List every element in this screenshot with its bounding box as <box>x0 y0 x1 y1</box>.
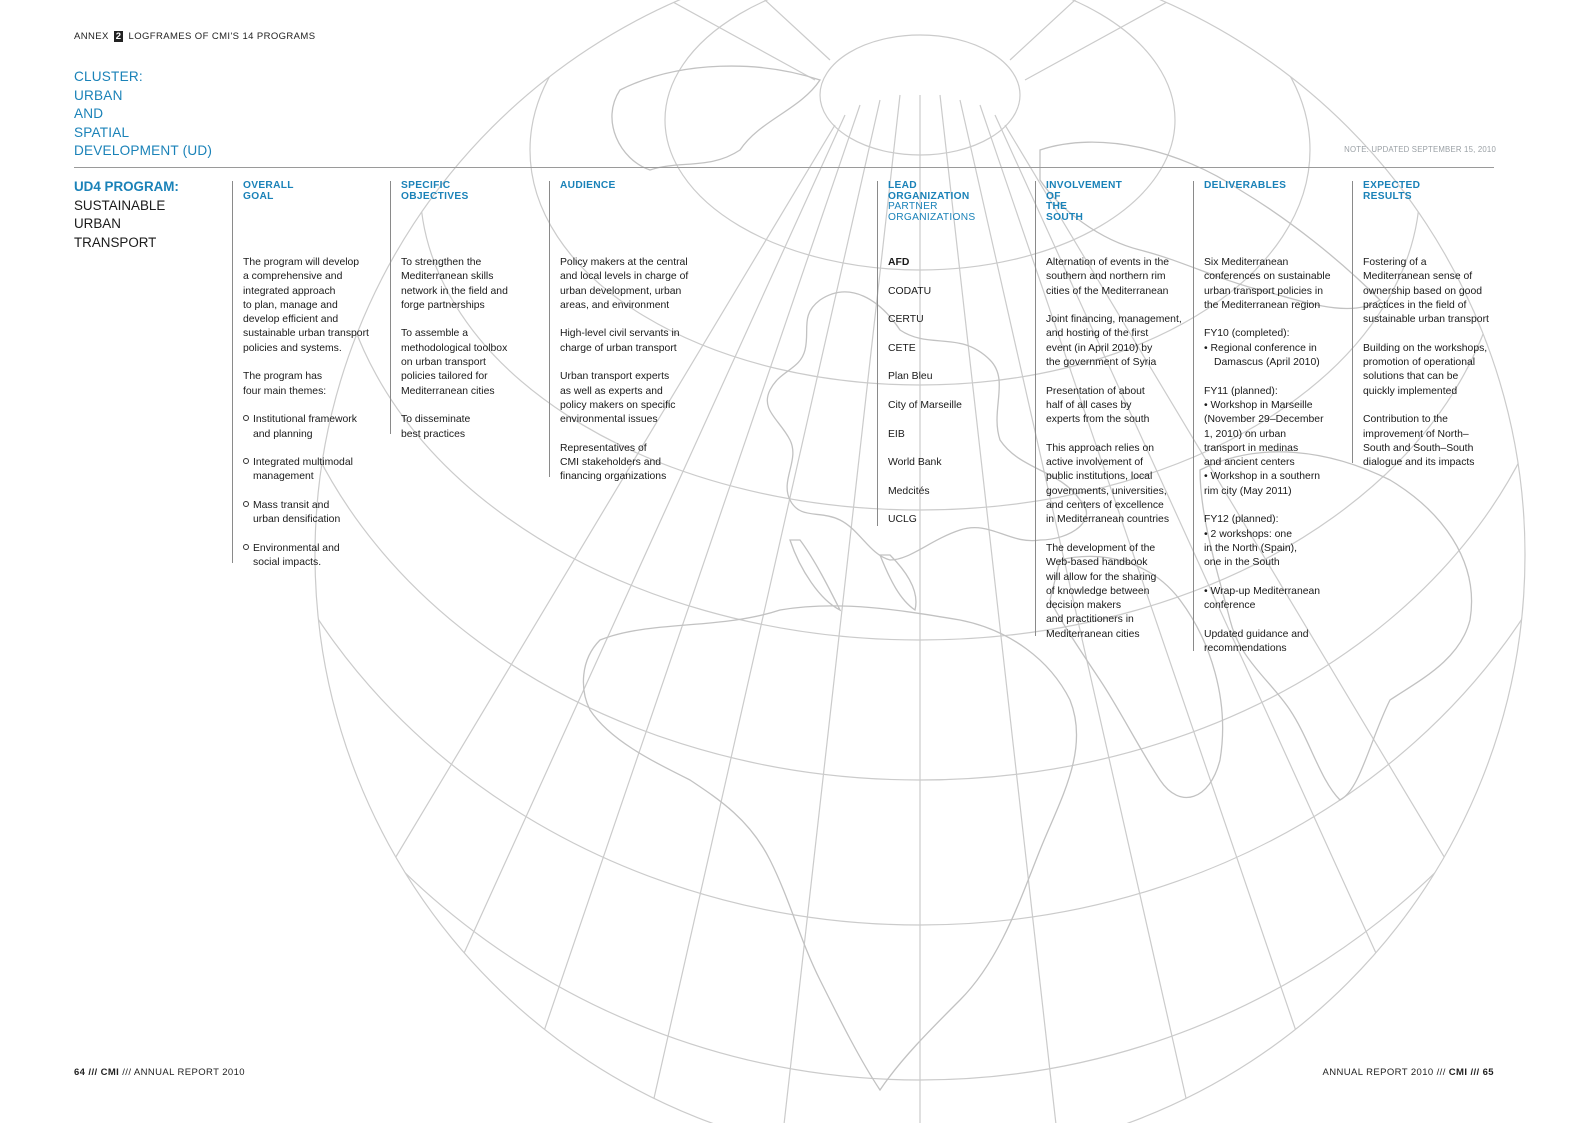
meridian-line <box>1010 0 1140 60</box>
text-line: and practitioners in <box>1046 614 1134 626</box>
text-line: Six Mediterranean <box>1204 257 1289 268</box>
paragraph <box>401 256 508 313</box>
footer-left <box>74 1067 245 1078</box>
text-line: dialogue and its impacts <box>1363 457 1475 469</box>
partner-organization: CERTU <box>888 314 924 326</box>
text-line: of knowledge between <box>1046 585 1150 597</box>
heading-line: THE <box>1046 201 1068 213</box>
partner-organization: City of Marseille <box>888 399 962 411</box>
heading-line: RESULTS <box>1363 190 1412 202</box>
fy-label: FY11 (planned): <box>1204 385 1278 397</box>
text-line: Contribution to the <box>1363 414 1448 426</box>
text-line: Presentation of about <box>1046 385 1145 397</box>
text-line: promotion of operational <box>1363 357 1476 369</box>
column-body <box>888 256 962 542</box>
column-heading <box>1204 181 1286 192</box>
column-lead-organization <box>888 180 976 526</box>
text-line: practices in the field of <box>1363 299 1467 311</box>
text-line: as well as experts and <box>560 385 663 397</box>
column-overall-goal <box>243 180 369 569</box>
paragraph <box>1204 327 1331 370</box>
text-line: governments, universities, <box>1046 485 1167 497</box>
footer-brand: CMI <box>1448 1067 1468 1078</box>
cluster-line: DEVELOPMENT (UD) <box>74 143 213 158</box>
text-line: rim city (May 2011) <box>1204 485 1292 497</box>
text-line: Mediterranean sense of <box>1363 271 1473 283</box>
cluster-line: CLUSTER: <box>74 69 143 84</box>
paragraph <box>1204 256 1331 313</box>
horizontal-rule <box>74 167 1494 168</box>
text-line: sustainable urban transport <box>1363 314 1489 326</box>
partner-organization: World Bank <box>888 457 942 469</box>
heading-line: INVOLVEMENT <box>1046 180 1123 191</box>
text-line: Alternation of events in the <box>1046 257 1170 268</box>
heading-line: LEAD <box>888 180 917 191</box>
text-line: South and South–South <box>1363 442 1474 454</box>
open-circle-icon <box>243 501 249 507</box>
text-line: Mediterranean cities <box>401 385 495 397</box>
text-line: areas, and environment <box>560 299 670 311</box>
paragraph <box>1046 542 1182 642</box>
text-line: Representatives of <box>560 442 647 454</box>
column-body <box>243 256 369 585</box>
column-body <box>1204 256 1331 671</box>
paragraph <box>1046 256 1182 299</box>
fy-label: FY10 (completed): <box>1204 328 1290 340</box>
text-line: and planning <box>253 428 313 440</box>
text-line: The program has <box>243 371 323 383</box>
cluster-line: AND <box>74 106 104 121</box>
text-line: To strengthen the <box>401 257 482 268</box>
paragraph <box>401 413 508 442</box>
heading-line: SPECIFIC <box>401 180 451 191</box>
text-line: Integrated multimodal <box>253 457 353 469</box>
text-line: Workshop in a southern <box>1210 471 1321 483</box>
cluster-line: URBAN <box>74 87 123 103</box>
text-line: To assemble a <box>401 328 468 340</box>
text-line: network in the field and <box>401 285 508 297</box>
partner-organization: CETE <box>888 342 916 354</box>
text-line: improvement of North– <box>1363 428 1469 440</box>
paragraph <box>1204 585 1331 614</box>
theme-item <box>243 542 369 571</box>
meridian-line <box>940 95 1060 1123</box>
footer-separator: /// <box>88 1067 98 1078</box>
text-line: policy makers on specific <box>560 399 676 411</box>
text-line: urban transport policies in <box>1204 285 1323 297</box>
heading-line: OF <box>1046 190 1061 202</box>
meridian-line <box>1025 0 1280 80</box>
column-divider <box>549 181 550 477</box>
footer-text: ANNUAL REPORT 2010 /// <box>1322 1067 1446 1078</box>
heading-line: AUDIENCE <box>560 180 616 191</box>
bullet-dot-icon: • <box>1204 528 1211 540</box>
text-line: develop efficient and <box>243 314 339 326</box>
continent-outline <box>880 555 916 610</box>
text-line: Damascus (April 2010) <box>1214 357 1320 369</box>
footer-separator: /// <box>1470 1067 1480 1078</box>
annex-title: LOGFRAMES OF CMI'S 14 PROGRAMS <box>128 31 316 42</box>
text-line: social impacts. <box>253 557 322 569</box>
text-line: CMI stakeholders and <box>560 457 662 469</box>
text-line: Joint financing, management, <box>1046 314 1182 326</box>
text-line: (November 29–December <box>1204 414 1324 426</box>
program-title <box>74 178 179 252</box>
program-name-line: TRANSPORT <box>74 234 157 250</box>
paragraph <box>1363 413 1489 470</box>
continent-outline <box>790 540 840 610</box>
text-line: in Mediterranean countries <box>1046 514 1170 526</box>
text-line: The program will develop <box>243 257 360 268</box>
lead-organization: AFD <box>888 257 910 268</box>
partner-organization: CODATU <box>888 285 932 297</box>
column-heading <box>401 181 469 202</box>
column-divider <box>232 181 233 563</box>
text-line: one in the South <box>1204 557 1280 569</box>
text-line: Wrap-up Mediterranean <box>1210 585 1321 597</box>
column-divider <box>1193 181 1194 651</box>
paragraph <box>1046 442 1182 528</box>
theme-item <box>243 456 369 485</box>
open-circle-icon <box>243 458 249 464</box>
text-line: experts from the south <box>1046 414 1150 426</box>
heading-line: ORGANIZATION <box>888 190 970 202</box>
annex-prefix: ANNEX <box>74 31 109 42</box>
partner-organization: Medcités <box>888 485 930 497</box>
text-line: To disseminate <box>401 414 471 426</box>
update-note: NOTE: UPDATED SEPTEMBER 15, 2010 <box>1344 145 1496 154</box>
text-line: best practices <box>401 428 466 440</box>
paragraph <box>560 370 688 427</box>
column-body <box>1363 256 1489 485</box>
text-line: cities of the Mediterranean <box>1046 285 1169 297</box>
text-line: solutions that can be <box>1363 371 1459 383</box>
text-line: event (in April 2010) by <box>1046 342 1153 354</box>
column-body <box>401 256 508 456</box>
column-divider <box>1352 181 1353 463</box>
text-line: Mass transit and <box>253 500 330 512</box>
text-line: forge partnerships <box>401 299 485 311</box>
text-line: Environmental and <box>253 542 340 554</box>
text-line: will allow for the sharing <box>1046 571 1157 583</box>
text-line: southern and northern rim <box>1046 271 1166 283</box>
text-line: urban development, urban <box>560 285 682 297</box>
text-line: policies tailored for <box>401 371 488 383</box>
text-line: on urban transport <box>401 357 486 369</box>
partner-organization: Plan Bleu <box>888 371 933 383</box>
column-heading <box>243 181 294 202</box>
paragraph <box>1363 256 1489 327</box>
text-line: financing organizations <box>560 471 667 483</box>
heading-line: EXPECTED <box>1363 180 1421 191</box>
text-line: decision makers <box>1046 600 1122 612</box>
program-name-line: SUSTAINABLE <box>74 197 166 213</box>
text-line: in the North (Spain), <box>1204 542 1297 554</box>
text-line: recommendations <box>1204 643 1287 655</box>
text-line: Mediterranean skills <box>401 271 494 283</box>
column-body <box>1046 256 1182 656</box>
text-line: High-level civil servants in <box>560 328 680 340</box>
column-divider <box>390 181 391 434</box>
running-header <box>74 31 315 42</box>
text-line: four main themes: <box>243 385 327 397</box>
text-line: Regional conference in <box>1210 342 1317 354</box>
meridian-line <box>700 0 830 60</box>
text-line: Institutional framework <box>253 414 357 426</box>
page-number-right: 65 <box>1482 1067 1494 1078</box>
text-line: quickly implemented <box>1363 385 1458 397</box>
meridian-line <box>640 100 880 1123</box>
text-line: urban densification <box>253 514 341 526</box>
column-involvement-south <box>1046 180 1182 640</box>
column-heading <box>560 181 616 192</box>
bullet-dot-icon: • <box>1204 471 1211 483</box>
paragraph <box>401 327 508 398</box>
text-line: half of all cases by <box>1046 399 1132 411</box>
bullet-dot-icon: • <box>1204 399 1211 411</box>
column-body <box>560 256 688 499</box>
text-line: Building on the workshops, <box>1363 342 1488 354</box>
text-line: and hosting of the first <box>1046 328 1149 340</box>
column-divider <box>1035 181 1036 636</box>
text-line: conference <box>1204 600 1256 612</box>
text-line: active involvement of <box>1046 457 1144 469</box>
text-line: This approach relies on <box>1046 442 1155 454</box>
page-number-left: 64 <box>74 1067 86 1078</box>
bullet-dot-icon: • <box>1204 585 1211 597</box>
subheading-line: ORGANIZATIONS <box>888 211 976 223</box>
text-line: a comprehensive and <box>243 271 343 283</box>
text-line: management <box>253 471 314 483</box>
text-line: Urban transport experts <box>560 371 670 383</box>
column-audience <box>560 180 689 483</box>
cluster-line: SPATIAL <box>74 124 130 140</box>
text-line: Updated guidance and <box>1204 628 1309 640</box>
text-line: charge of urban transport <box>560 342 677 354</box>
text-line: Web-based handbook <box>1046 557 1148 569</box>
text-line: transport in medinas <box>1204 442 1299 454</box>
text-line: Fostering of a <box>1363 257 1427 268</box>
text-line: 1, 2010) on urban <box>1204 428 1287 440</box>
heading-line: OVERALL <box>243 180 294 191</box>
footer-brand: CMI <box>100 1067 120 1078</box>
paragraph <box>560 256 688 313</box>
paragraph <box>243 256 369 356</box>
paragraph <box>1363 342 1489 399</box>
cluster-title <box>74 68 212 161</box>
column-expected-results <box>1363 180 1489 469</box>
continent-outline <box>583 606 1076 1090</box>
column-deliverables <box>1204 180 1331 655</box>
paragraph <box>1046 385 1182 428</box>
open-circle-icon <box>243 415 249 421</box>
column-heading <box>888 181 975 223</box>
paragraph <box>560 327 688 356</box>
text-line: 2 workshops: one <box>1210 528 1292 540</box>
paragraph <box>560 442 688 485</box>
paragraph <box>1046 313 1182 370</box>
heading-line: DELIVERABLES <box>1204 180 1287 191</box>
paragraph <box>243 370 369 399</box>
bullet-dot-icon: • <box>1204 342 1211 354</box>
partner-organization: UCLG <box>888 514 917 526</box>
theme-item <box>243 499 369 528</box>
annex-number: 2 <box>115 31 122 42</box>
fy-label: FY12 (planned): <box>1204 514 1279 526</box>
partner-organization: EIB <box>888 428 905 440</box>
paragraph <box>1204 385 1331 499</box>
text-line: the government of Syria <box>1046 357 1157 369</box>
footer-text: /// ANNUAL REPORT 2010 <box>122 1067 245 1078</box>
program-name-line: URBAN <box>74 216 121 231</box>
text-line: integrated approach <box>243 285 336 297</box>
footer-right <box>1240 1067 1494 1078</box>
text-line: environmental issues <box>560 414 658 426</box>
column-divider <box>877 181 878 526</box>
text-line: methodological toolbox <box>401 342 508 354</box>
text-line: ownership based on good <box>1363 285 1483 297</box>
text-line: sustainable urban transport <box>243 328 369 340</box>
heading-line: GOAL <box>243 190 274 202</box>
text-line: The development of the <box>1046 542 1156 554</box>
text-line: and ancient centers <box>1204 457 1295 469</box>
program-code: UD4 PROGRAM: <box>74 179 179 194</box>
text-line: policies and systems. <box>243 342 342 354</box>
text-line: to plan, manage and <box>243 299 338 311</box>
column-heading <box>1363 181 1420 202</box>
latitude-line <box>180 0 1587 1080</box>
column-specific-objectives <box>401 180 508 440</box>
text-line: the Mediterranean region <box>1204 299 1321 311</box>
text-line: conferences on sustainable <box>1204 271 1331 283</box>
column-heading <box>1046 181 1122 223</box>
subheading-line: PARTNER <box>888 201 938 213</box>
text-line: Mediterranean cities <box>1046 628 1140 640</box>
paragraph <box>1204 628 1331 657</box>
open-circle-icon <box>243 544 249 550</box>
heading-line: OBJECTIVES <box>401 190 469 202</box>
text-line: Policy makers at the central <box>560 257 688 268</box>
theme-item <box>243 413 369 442</box>
heading-line: SOUTH <box>1046 211 1084 223</box>
text-line: and centers of excellence <box>1046 500 1164 512</box>
text-line: and local levels in charge of <box>560 271 689 283</box>
text-line: Workshop in Marseille <box>1210 399 1313 411</box>
continent-outline <box>612 66 820 170</box>
paragraph <box>1204 513 1331 570</box>
text-line: public institutions, local <box>1046 471 1153 483</box>
meridian-line <box>560 0 815 80</box>
